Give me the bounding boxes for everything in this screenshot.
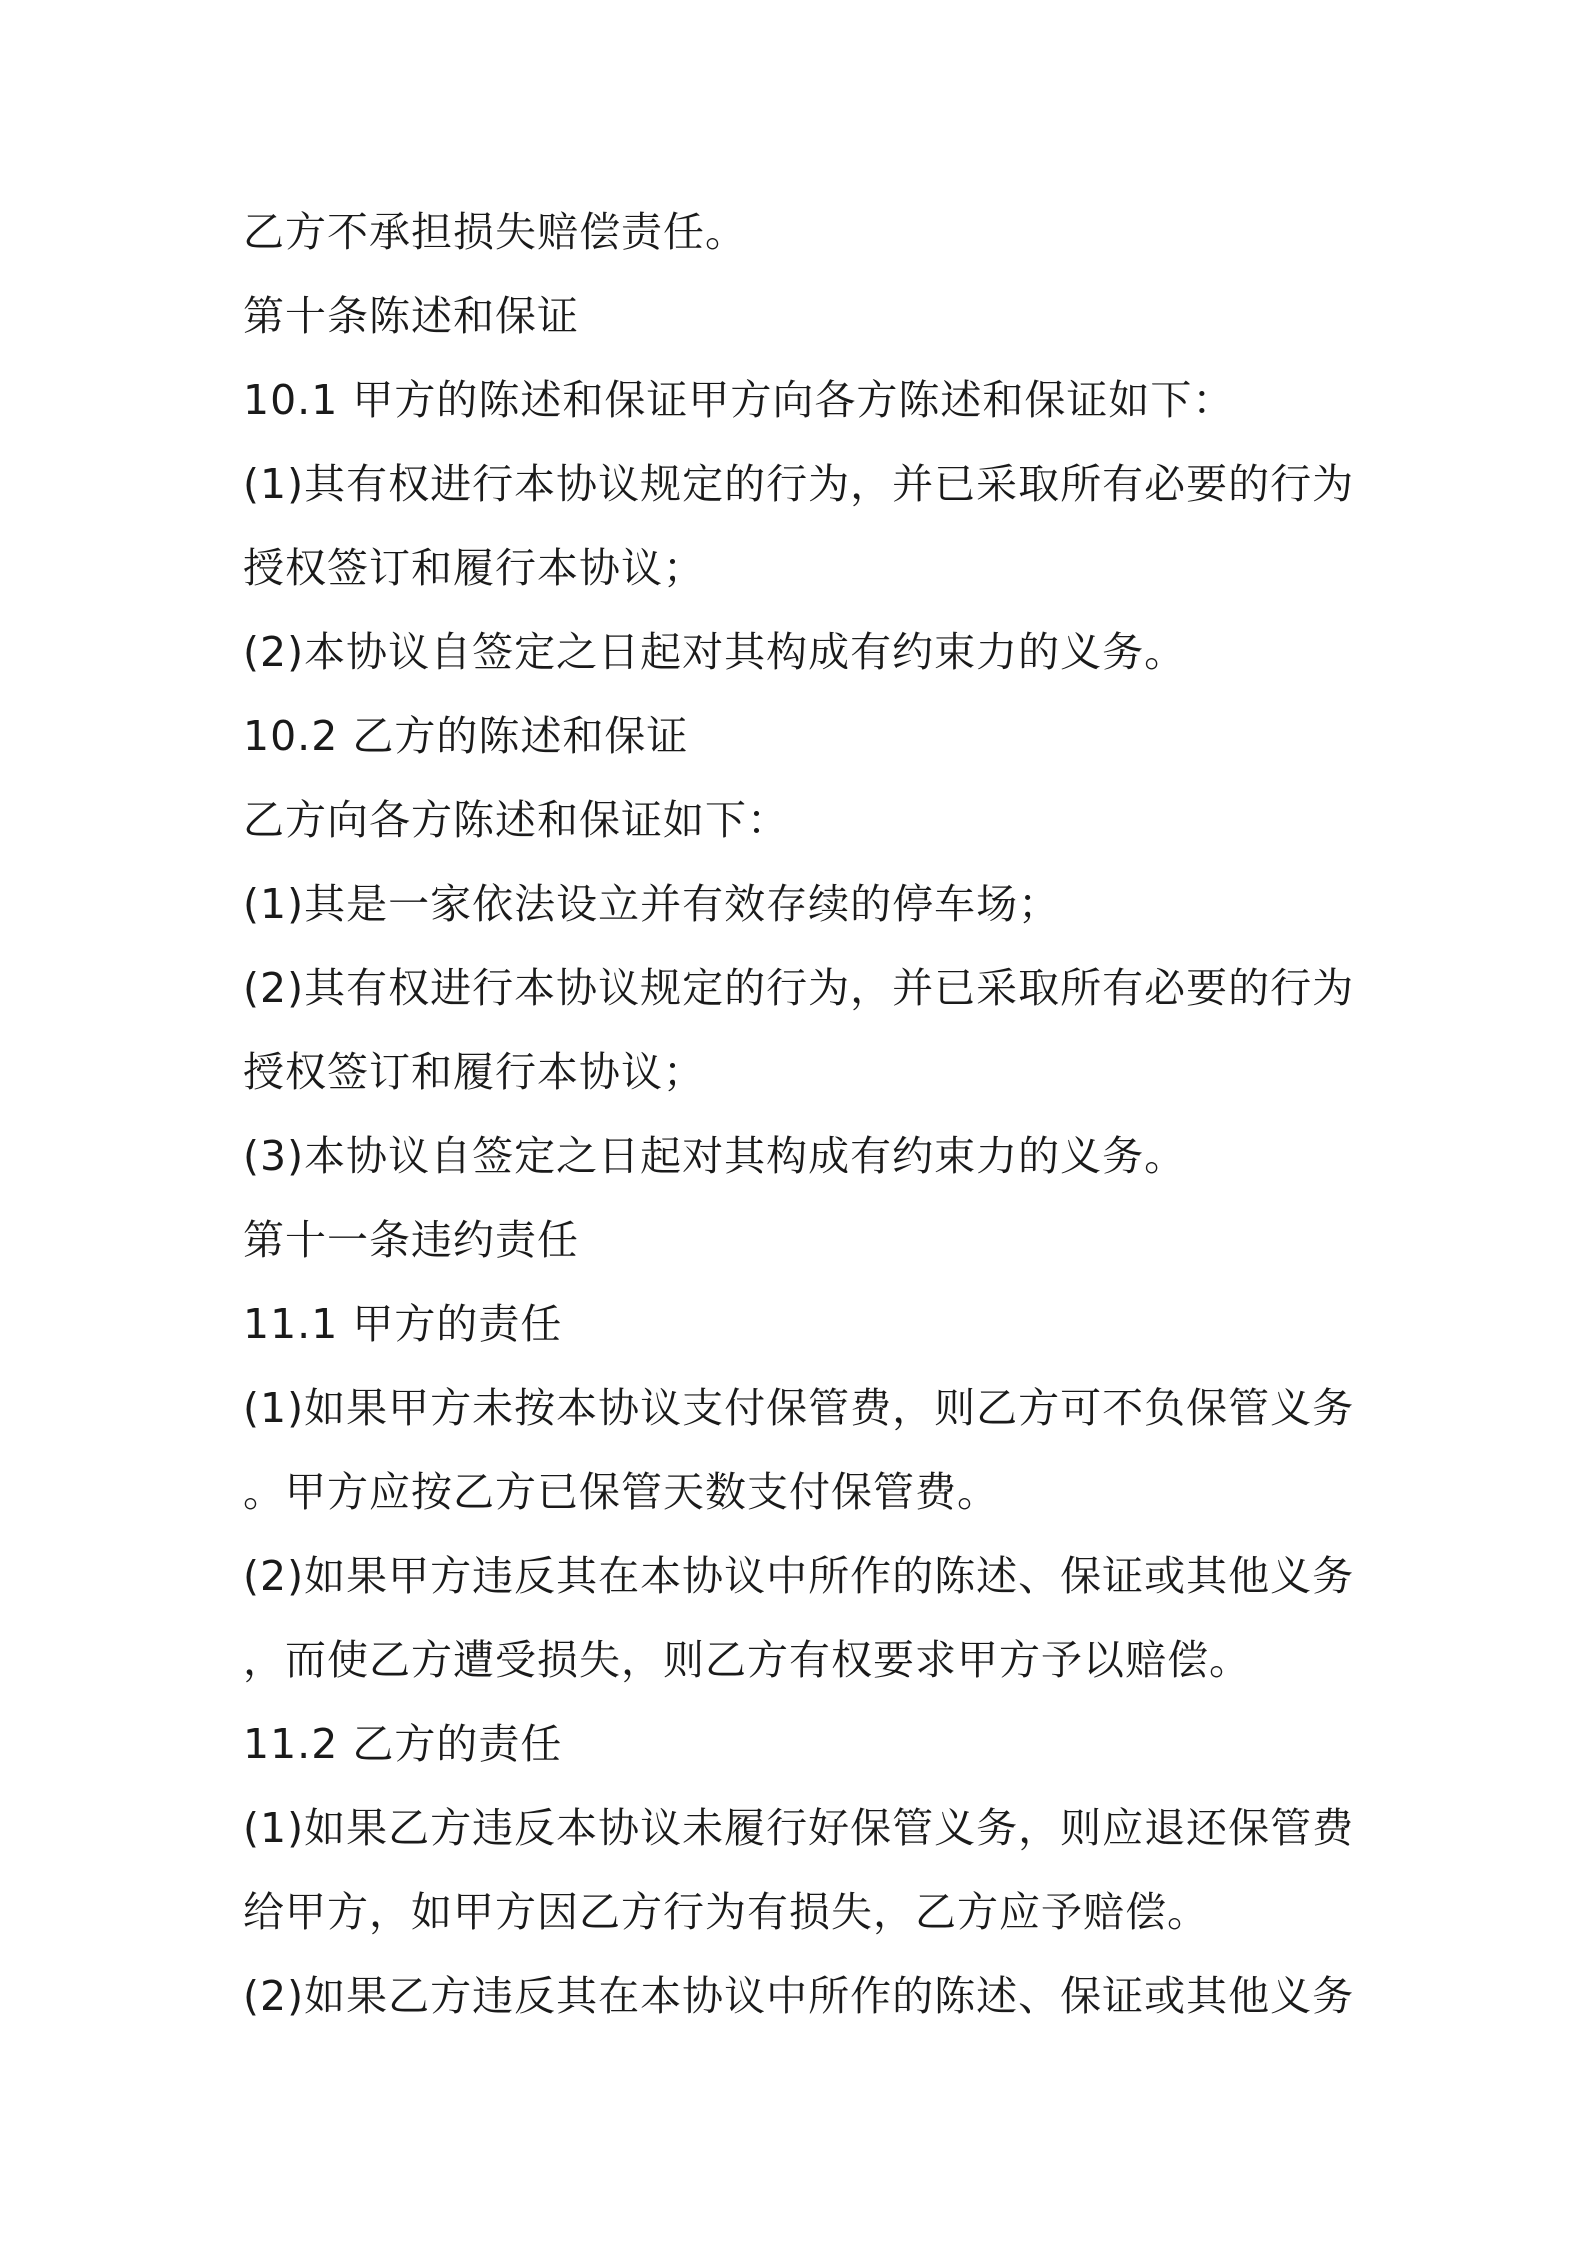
text-line: 乙方向各方陈述和保证如下： bbox=[243, 796, 789, 844]
subsection-heading: 11.2 乙方的责任 bbox=[243, 1720, 563, 1768]
text-line: (1)如果甲方未按本协议支付保管费，则乙方可不负保管义务 bbox=[243, 1384, 1355, 1432]
text-line: 授权签订和履行本协议； bbox=[243, 1048, 705, 1096]
text-line: (1)其有权进行本协议规定的行为，并已采取所有必要的行为 bbox=[243, 460, 1355, 508]
text-line: (3)本协议自签定之日起对其构成有约束力的义务。 bbox=[243, 1132, 1187, 1180]
text-line: 给甲方，如甲方因乙方行为有损失，乙方应予赔偿。 bbox=[243, 1888, 1209, 1936]
text-line: 授权签订和履行本协议； bbox=[243, 544, 705, 592]
section-heading: 第十一条违约责任 bbox=[243, 1216, 579, 1264]
subsection-heading: 11.1 甲方的责任 bbox=[243, 1300, 563, 1348]
text-line: (1)如果乙方违反本协议未履行好保管义务，则应退还保管费 bbox=[243, 1804, 1355, 1852]
text-line: (1)其是一家依法设立并有效存续的停车场； bbox=[243, 880, 1061, 928]
text-line: 乙方不承担损失赔偿责任。 bbox=[243, 208, 747, 256]
text-line: (2)本协议自签定之日起对其构成有约束力的义务。 bbox=[243, 628, 1187, 676]
text-line: ，而使乙方遭受损失，则乙方有权要求甲方予以赔偿。 bbox=[243, 1636, 1251, 1684]
text-line: 。甲方应按乙方已保管天数支付保管费。 bbox=[243, 1468, 999, 1516]
text-line: (2)其有权进行本协议规定的行为，并已采取所有必要的行为 bbox=[243, 964, 1355, 1012]
text-line: (2)如果甲方违反其在本协议中所作的陈述、保证或其他义务 bbox=[243, 1552, 1355, 1600]
document-body bbox=[243, 190, 1363, 2038]
subsection-heading: 10.2 乙方的陈述和保证 bbox=[243, 712, 689, 760]
section-heading: 第十条陈述和保证 bbox=[243, 292, 579, 340]
text-line: (2)如果乙方违反其在本协议中所作的陈述、保证或其他义务 bbox=[243, 1972, 1355, 2020]
subsection-heading: 10.1 甲方的陈述和保证甲方向各方陈述和保证如下： bbox=[243, 376, 1235, 424]
